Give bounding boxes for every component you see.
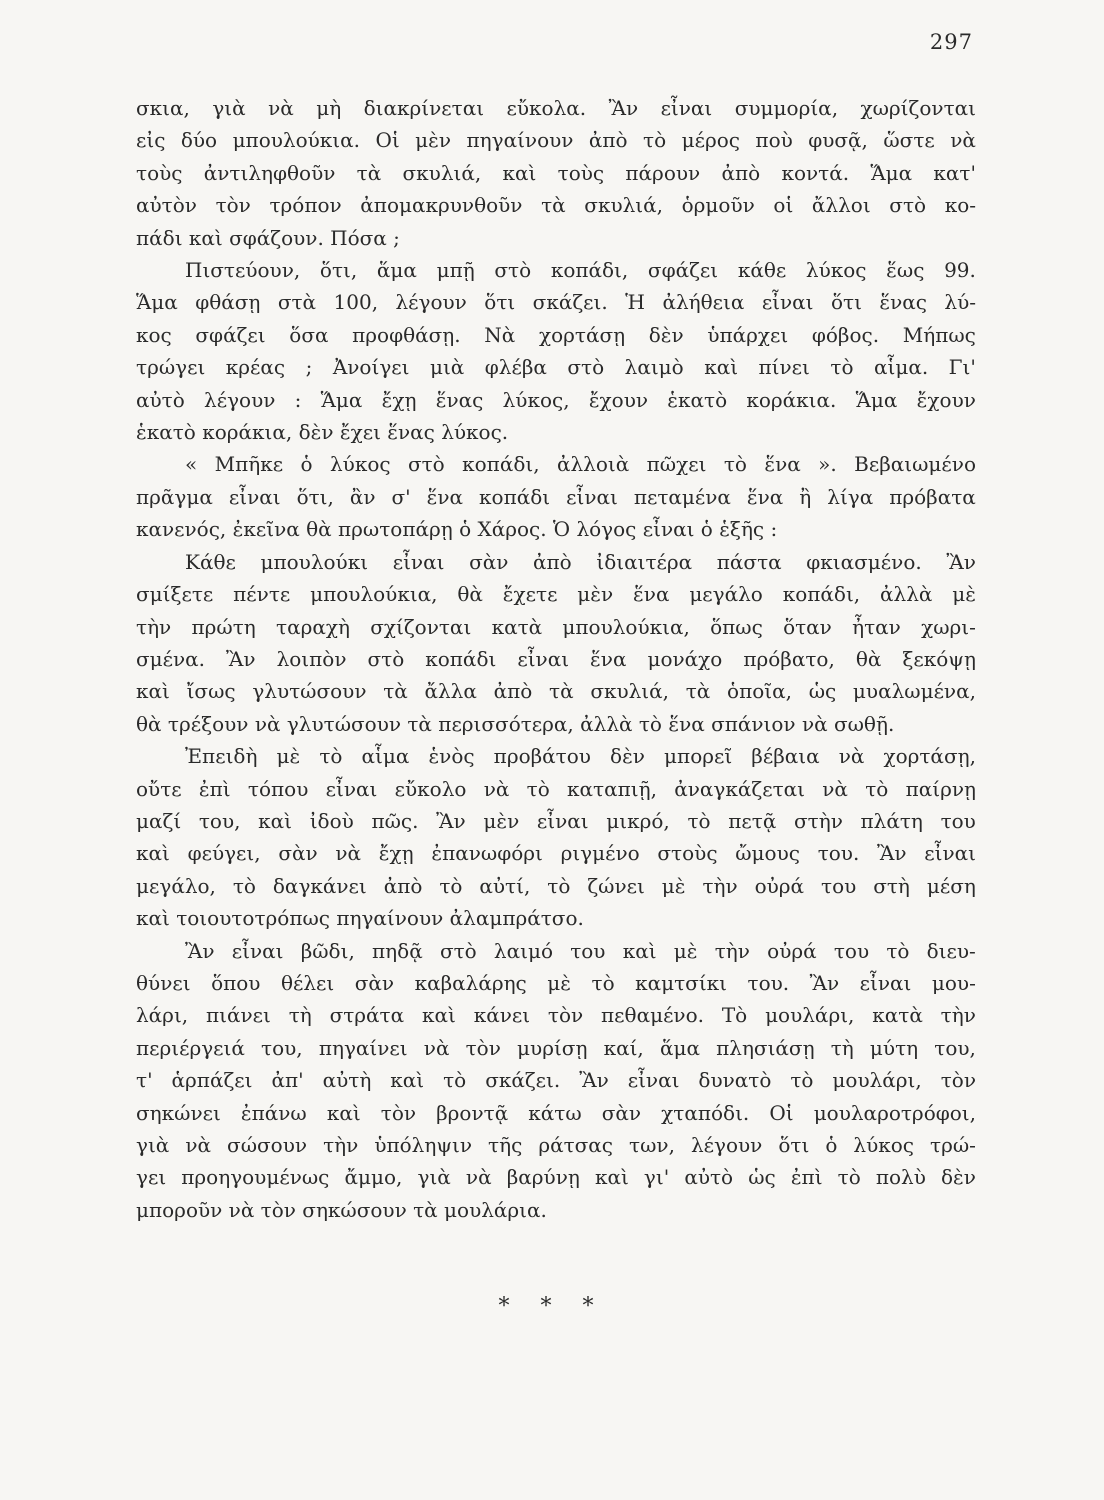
- text-line: σηκώνει ἐπάνω καὶ τὸν βροντᾷ κάτω σὰν χταπόδι. Οἱ μουλαροτρόφοι,: [136, 1100, 976, 1125]
- text-line: λάρι, πιάνει τὴ στράτα καὶ κάνει τὸν πεθαμένο. Τὸ μουλάρι, κατὰ τὴν: [136, 1003, 976, 1028]
- page-number: 297: [929, 30, 973, 54]
- text-line: τοὺς ἀντιληφθοῦν τὰ σκυλιά, καὶ τοὺς πάρουν ἀπὸ κοντά. Ἅμα κατ': [136, 160, 976, 185]
- text-line: εἰς δύο μπουλούκια. Οἱ μὲν πηγαίνουν ἀπὸ τὸ μέρος ποὺ φυσᾷ, ὥστε νὰ: [136, 128, 976, 153]
- text-line: κανενός, ἐκεῖνα θὰ πρωτοπάρῃ ὁ Χάρος. Ὁ λόγος εἶναι ὁ ἑξῆς :: [136, 517, 778, 542]
- text-line: πρᾶγμα εἶναι ὅτι, ἂν σ' ἕνα κοπάδι εἶναι πεταμένα ἕνα ἢ λίγα πρόβατα: [136, 484, 976, 509]
- text-line: τὴν πρώτη ταραχὴ σχίζονται κατὰ μπουλούκια, ὅπως ὅταν ἦταν χωρι-: [136, 614, 976, 639]
- text-line: Κάθε μπουλούκι εἶναι σὰν ἀπὸ ἰδιαιτέρα πάστα φκιασμένο. Ἂν: [185, 549, 976, 574]
- text-line: περιέργειά του, πηγαίνει νὰ τὸν μυρίσῃ καί, ἅμα πλησιάσῃ τὴ μύτη του,: [136, 1035, 976, 1060]
- text-line: καὶ τοιουτοτρόπως πηγαίνουν ἀλαμπράτσο.: [136, 906, 584, 931]
- text-line: πάδι καὶ σφάζουν. Πόσα ;: [136, 225, 400, 250]
- text-line: οὔτε ἐπὶ τόπου εἶναι εὔκολο νὰ τὸ καταπιῇ, ἀναγκάζεται νὰ τὸ παίρνῃ: [136, 776, 976, 801]
- text-line: Ἂν εἶναι βῶδι, πηδᾷ στὸ λαιμό του καὶ μὲ τὴν οὐρά του τὸ διευ-: [185, 938, 976, 963]
- text-line: μεγάλο, τὸ δαγκάνει ἀπὸ τὸ αὐτί, τὸ ζώνει μὲ τὴν οὐρά του στὴ μέση: [136, 873, 976, 898]
- section-break: * * *: [498, 1294, 606, 1319]
- text-line: σμένα. Ἂν λοιπὸν στὸ κοπάδι εἶναι ἕνα μονάχο πρόβατο, θὰ ξεκόψῃ: [136, 646, 976, 671]
- text-line: καὶ φεύγει, σὰν νὰ ἔχῃ ἐπανωφόρι ριγμένο στοὺς ὤμους του. Ἂν εἶναι: [136, 841, 976, 866]
- text-line: αὐτὸ λέγουν : Ἅμα ἔχῃ ἕνας λύκος, ἔχουν ἑκατὸ κοράκια. Ἅμα ἔχουν: [136, 387, 976, 412]
- text-line: τ' ἁρπάζει ἀπ' αὐτὴ καὶ τὸ σκάζει. Ἂν εἶναι δυνατὸ τὸ μουλάρι, τὸν: [136, 1068, 976, 1093]
- text-line: Πιστεύουν, ὅτι, ἅμα μπῇ στὸ κοπάδι, σφάζει κάθε λύκος ἕως 99.: [185, 258, 976, 283]
- text-line: σκια, γιὰ νὰ μὴ διακρίνεται εὔκολα. Ἂν εἶναι συμμορία, χωρίζονται: [136, 96, 976, 120]
- text-line: μποροῦν νὰ τὸν σηκώσουν τὰ μουλάρια.: [136, 1197, 547, 1222]
- text-line: κος σφάζει ὅσα προφθάσῃ. Νὰ χορτάσῃ δὲν ὑπάρχει φόβος. Μήπως: [136, 322, 976, 347]
- text-line: καὶ ἴσως γλυτώσουν τὰ ἄλλα ἀπὸ τὰ σκυλιά, τὰ ὁποῖα, ὡς μυαλωμένα,: [136, 679, 976, 704]
- text-line: γει προηγουμένως ἄμμο, γιὰ νὰ βαρύνῃ καὶ γι' αὐτὸ ὡς ἐπὶ τὸ πολὺ δὲν: [136, 1165, 976, 1190]
- text-line: « Μπῆκε ὁ λύκος στὸ κοπάδι, ἀλλοιὰ πῶχει τὸ ἕνα ». Βεβαιωμένο: [185, 452, 976, 477]
- text-line: σμίξετε πέντε μπουλούκια, θὰ ἔχετε μὲν ἕνα μεγάλο κοπάδι, ἀλλὰ μὲ: [136, 582, 976, 607]
- body-text: [136, 92, 976, 1226]
- text-line: θύνει ὅπου θέλει σὰν καβαλάρης μὲ τὸ καμτσίκι του. Ἂν εἶναι μου-: [136, 970, 976, 995]
- text-line: γιὰ νὰ σώσουν τὴν ὑπόληψιν τῆς ράτσας των, λέγουν ὅτι ὁ λύκος τρώ-: [136, 1133, 976, 1157]
- text-line: Ἅμα φθάσῃ στὰ 100, λέγουν ὅτι σκάζει. Ἡ ἀλήθεια εἶναι ὅτι ἕνας λύ-: [136, 290, 976, 315]
- text-line: ἑκατὸ κοράκια, δὲν ἔχει ἕνας λύκος.: [136, 420, 509, 445]
- text-line: τρώγει κρέας ; Ἀνοίγει μιὰ φλέβα στὸ λαιμὸ καὶ πίνει τὸ αἷμα. Γι': [136, 355, 976, 380]
- text-line: θὰ τρέξουν νὰ γλυτώσουν τὰ περισσότερα, ἀλλὰ τὸ ἕνα σπάνιον νὰ σωθῇ.: [136, 711, 895, 736]
- text-line: αὐτὸν τὸν τρόπον ἀπομακρυνθοῦν τὰ σκυλιά, ὁρμοῦν οἱ ἄλλοι στὸ κο-: [136, 193, 976, 218]
- text-line: μαζί του, καὶ ἰδοὺ πῶς. Ἂν μὲν εἶναι μικρό, τὸ πετᾷ στὴν πλάτη του: [136, 808, 976, 833]
- text-line: Ἐπειδὴ μὲ τὸ αἷμα ἑνὸς προβάτου δὲν μπορεῖ βέβαια νὰ χορτάσῃ,: [185, 744, 976, 769]
